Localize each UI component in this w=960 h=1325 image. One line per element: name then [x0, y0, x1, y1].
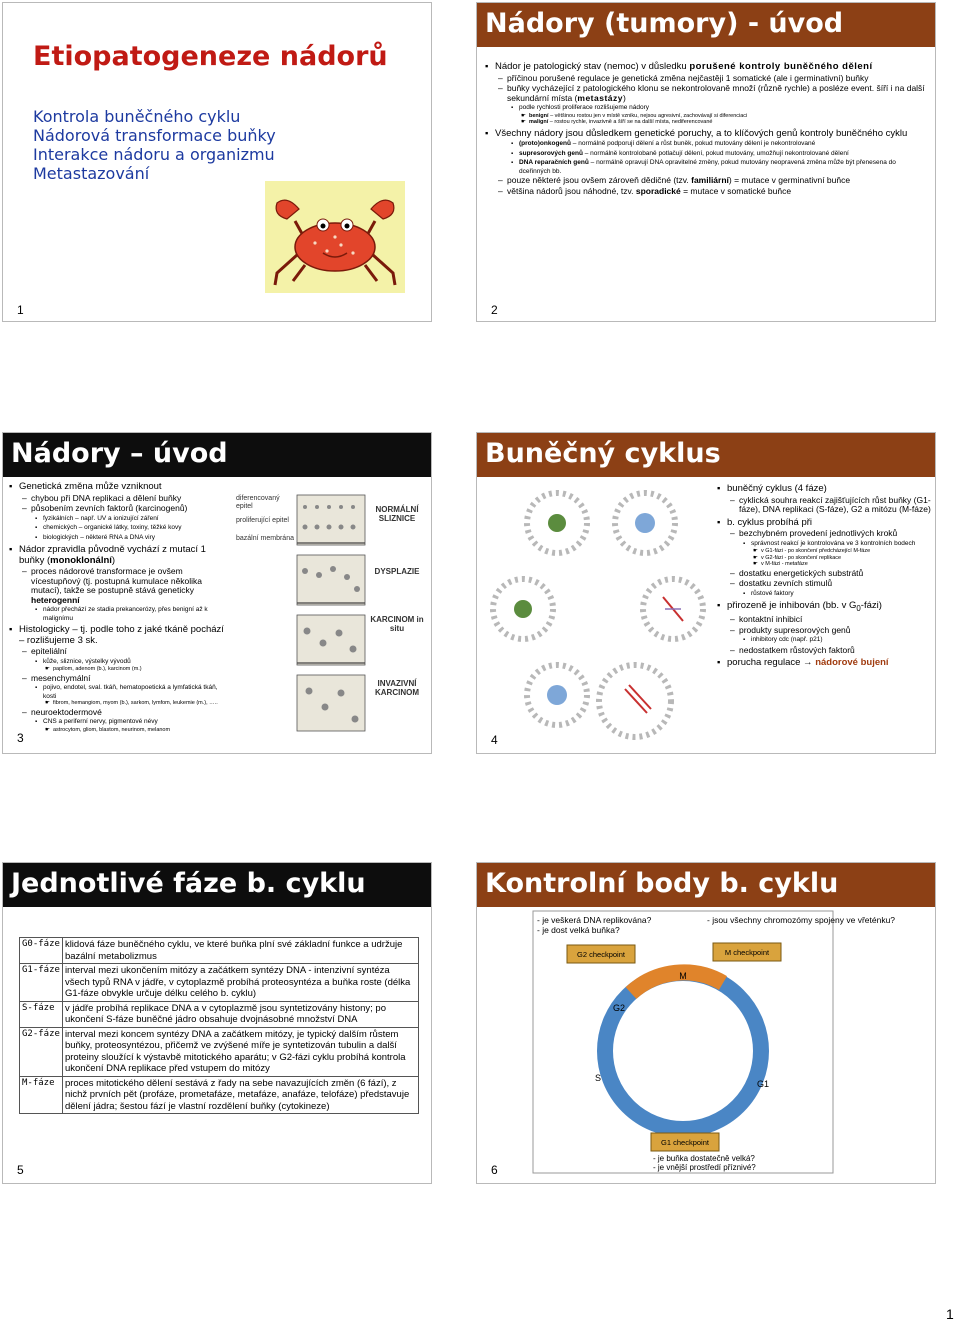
diagram-question: - je vnější prostředí příznivé?: [653, 1163, 756, 1172]
slide-title: Jednotlivé fáze b. cyklu: [3, 863, 431, 907]
crab-illustration: [265, 181, 405, 293]
phase-desc: v jádře probíhá replikace DNA a v cytoplazmě jsou syntetizovány histony; po ukončení S-fáze buněčné jádro obsahuje dvojnásobné množství DNA: [62, 1001, 418, 1027]
figure-tag: NORMÁLNÍ SLIZNICE: [375, 505, 419, 523]
diagram-question: - jsou všechny chromozómy spojeny ve vřeténku?: [707, 915, 896, 925]
figure-label: diferencovaný epitel: [236, 495, 280, 510]
figure-tag: KARCINOM in situ: [370, 615, 424, 633]
slide-number: 3: [17, 731, 24, 745]
slide-2: [476, 2, 936, 322]
table-row: [20, 1001, 419, 1027]
slide-1: [2, 2, 432, 322]
slide-5: [2, 862, 432, 1184]
slide-3: [2, 432, 432, 754]
phase-table: [19, 937, 419, 1114]
slide-title: Etiopatogeneze nádorů: [33, 41, 388, 72]
slide-number: 4: [491, 733, 498, 747]
svg-text:M checkpoint: M checkpoint: [724, 948, 770, 957]
slide-title: Buněčný cyklus: [477, 433, 935, 477]
table-row: [20, 1076, 419, 1114]
diagram-question: - je veškerá DNA replikována?: [537, 915, 652, 925]
svg-text:G1 checkpoint: G1 checkpoint: [661, 1138, 709, 1147]
slide-body: ▪ Nádor je patologický stav (nemoc) v důsledku porušené kontroly buněčného dělení – příčinou porušené regulace je genetická změna nejčastěji 1 somatické (ale i germinativní) buňky – buňky vycházející z patologického klonu se nekontrolovaně množí (různě rychle) a posléze event. šíří i na další sekundární místa (metastázy) ▪ podle rychlosti proliferace rozlišujeme nádory ☛ benigní – většinou rostou jen v místě vzniku, nejsou agresivní, zachovávají si diferenciaci ☛ maligní – rostou rychle, invazivně a šíří se na další místa, nediferencované ▪ Všechny nádory jsou důsledkem genetické poruchy, a to klíčových genů kontroly buněčného cyklu ▪ (proto)onkogenů – normálně podporují dělení a růst buněk, pokud mutovány dělení je nekontrolované ▪ supresorových genů – normálně kontrolobaně potlačují dělení, pokud mutovány, umožňují nekontrolované dělení ▪ DNA reparačních genů – normálně opravují DNA opravitelné změny, pokud mutovány neopravená změna může být přenesena do dceřinných bb. – pouze některé jsou ovšem zároveň dědičné (tzv. familiární) = mutace v germinativní buňce – většina nádorů jsou náhodné, tzv. sporadické = mutace v somatické buňce: [483, 59, 929, 196]
slide-subtitle: Nádorová transformace buňky: [33, 126, 276, 145]
slide-4: [476, 432, 936, 754]
checkpoint-diagram: [533, 911, 896, 1173]
phase-key: S-fáze: [20, 1001, 63, 1027]
slide-title: Kontrolní body b. cyklu: [477, 863, 935, 907]
phase-label: S: [595, 1073, 602, 1083]
slide-number: 2: [491, 303, 498, 317]
phase-desc: proces mitotického dělení sestává z řady na sebe navazujících změn (6 fází), z nichž prvních pět (profáze, prometafáze, metafáze, anafáze, telofáze) představuje dělení jádra; šestou fází je vlastní rozdělení buňky (cytokineze): [62, 1076, 418, 1114]
slide-number: 1: [17, 303, 24, 317]
slide-body: ▪ Genetická změna může vzniknout – chybou při DNA replikaci a dělení buňky – působením zevních faktorů (karcinogenů) ▪ fyzikálních – např. UV a ionizující záření ▪ chemických – organické látky, toxiny, těžké kovy ▪ biologických – některé RNA a DNA viry ▪ Nádor zpravidla původně vychází z mutací 1 buňky (monoklonální) – proces nádorové transformace je ovšem vícestupňový (tj. postupná kumulace několika mutací), takže se postupně stává geneticky heterogenní ▪ nádor přechází ze stadia prekancerózy, přes benigní až k malignímu ▪ Histologicky – tj. podle toho z jaké tkáně pochází – rozlišujeme 3 sk. – epiteliální ▪ kůže, sliznice, výstelky vývodů ☛ papilom, adenom (b.), karcinom (m.) – mesenchymální ▪ pojivo, endotel, sval. tkáň, hematopoetická a lymfatická tkáň, kosti ☛ fibrom, hemangiom, myom (b.), sarkom, lymfom, leukemie (m.), ….. – neuroektodermové ▪ CNS a periferní nervy, pigmentové névy ☛ astrocytom, gliom, blastom, neurinom, melanom: [7, 479, 231, 733]
svg-text:G2 checkpoint: G2 checkpoint: [577, 950, 625, 959]
slide-title: Nádory (tumory) - úvod: [477, 3, 935, 47]
phase-label: M: [679, 971, 687, 981]
diagram-question: - je buňka dostatečně velká?: [653, 1154, 755, 1163]
slide-subtitle: Interakce nádoru a organizmu: [33, 145, 275, 164]
slide-title: Nádory – úvod: [3, 433, 431, 477]
phase-desc: interval mezi koncem syntézy DNA a začátkem mitózy, je typický dalším růstem buňky, proteosyntézou, přičemž ve zvýšené míře je syntetizován tubulin a další proteiny sloužící k výstavbě mitotického aparátu; v G2-fázi cyklu probíhá kontrola ukončení DNA replikace před vstupem do mitózy: [62, 1027, 418, 1076]
epithelium-illustration: [295, 493, 367, 733]
phase-desc: interval mezi ukončením mitózy a začátkem syntézy DNA - intenzivní syntéza všech typů RNA v jádře, v cytoplazmě probíhá proteosyntéza a buňka roste (délka G1-fáze obvykle určuje délku celého b. cyklu): [62, 964, 418, 1002]
phase-label: G1: [757, 1079, 770, 1089]
phase-key: G0-fáze: [20, 938, 63, 964]
diagram-question: - je dost velká buňka?: [537, 925, 620, 935]
figure-label: bazální membrána: [236, 535, 294, 542]
phase-label: G2: [613, 1003, 626, 1013]
figure-tag: INVAZIVNÍ KARCINOM: [375, 679, 419, 697]
phase-desc: klidová fáze buněčného cyklu, ve které buňka plní své základní funkce a udržuje bazální metabolizmus: [62, 938, 418, 964]
table-row: [20, 964, 419, 1002]
slide-number: 5: [17, 1163, 24, 1177]
table-row: [20, 1027, 419, 1076]
cell-cycle-illustration: [485, 481, 707, 745]
figure-tag: DYSPLAZIE: [374, 567, 420, 576]
figure-label: proliferující epitel: [236, 517, 289, 524]
slide-body: ▪ buněčný cyklus (4 fáze) – cyklická souhra reakcí zajišťujících růst buňky (G1-fáze), DNA replikaci (S-fáze), G2 a mitózu (M-fáze) ▪ b. cyklus probíhá při – bezchybném provedení jednotlivých kroků ▪ správnost reakcí je kontrolována ve 3 kontrolních bodech ☛ v G1-fázi - po skončení předcházející M-fáze ☛ v G2-fázi - po skončení replikace ☛ v M-fázi - metafáze – dostatku energetických substrátů – dostatku zevních stimulů ▪ růstové faktory ▪ přirozeně je inhibován (bb. v $G_0-fázi$) – kontaktní inhibicí – produkty supresorových genů ▪ inhibitory cdc (např. p21) – nedostatkem růstových faktorů ▪ porucha regulace → nádorové bujení: [715, 481, 931, 669]
phase-key: M-fáze: [20, 1076, 63, 1114]
slide-subtitle: Kontrola buněčného cyklu: [33, 107, 241, 126]
slide-number: 6: [491, 1163, 498, 1177]
slide-subtitle: Metastazování: [33, 164, 150, 183]
page-number: 1: [946, 1306, 954, 1322]
slide-6: [476, 862, 936, 1184]
table-row: [20, 938, 419, 964]
phase-key: G1-fáze: [20, 964, 63, 1002]
phase-key: G2-fáze: [20, 1027, 63, 1076]
